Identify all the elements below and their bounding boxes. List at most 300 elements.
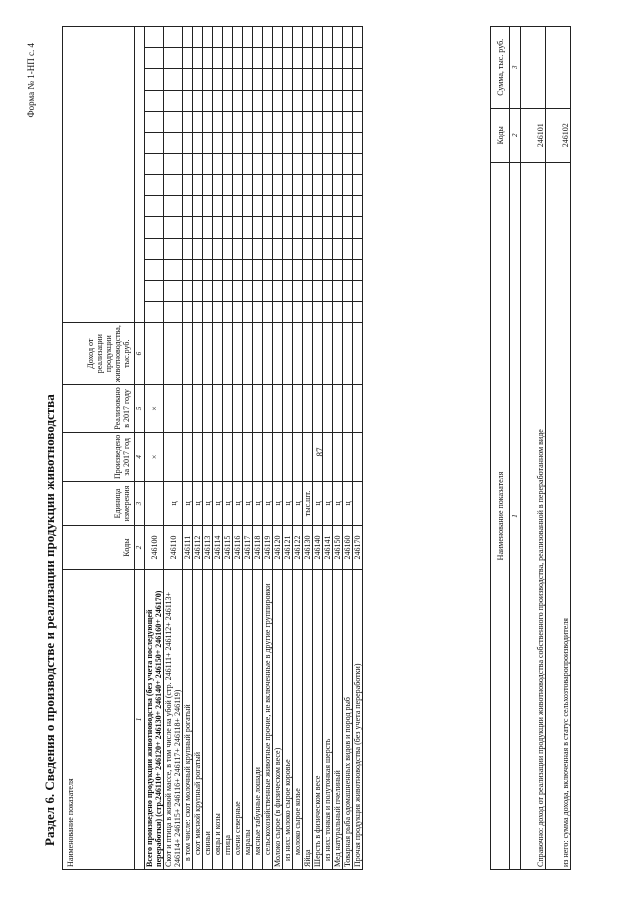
row-name: Яйца [303,569,313,869]
empty-cell [283,90,293,111]
empty-cell [313,132,323,153]
empty-cell [293,174,303,195]
row-produced [323,432,333,481]
ref-row-sum [521,26,546,108]
ref-header-sum: Сумма, тыс. руб. [491,26,510,108]
empty-cell [343,195,353,216]
empty-cell [353,301,363,322]
row-name: Мед натуральный пчелиный [333,569,343,869]
table-row [323,26,333,869]
row-name: маралы [243,569,253,869]
row-unit: ц [223,481,233,525]
empty-cell [213,111,223,132]
empty-cell [213,322,223,384]
empty-cell [343,132,353,153]
empty-cell [145,174,164,195]
row-code: 246140 [313,525,323,569]
empty-cell [333,259,343,280]
empty-cell [203,216,213,237]
table-row [293,26,303,869]
empty-cell [323,238,333,259]
ref-row-sum [546,26,571,108]
row-produced [213,432,223,481]
empty-cell [233,26,243,47]
header-unit: Единица измерения [63,481,135,525]
row-code: 246111 [183,525,193,569]
header-code: Коды [63,525,135,569]
table-row [203,26,213,869]
empty-cell [283,322,293,384]
empty-cell [343,68,353,89]
row-sold [203,384,213,432]
empty-cell [273,322,283,384]
empty-cell [203,90,213,111]
table-row [253,26,263,869]
row-produced [273,432,283,481]
row-produced [223,432,233,481]
empty-cell [263,280,273,301]
empty-cell [213,90,223,111]
empty-cell [263,153,273,174]
empty-cell [273,216,283,237]
empty-cell [183,111,193,132]
empty-cell [253,111,263,132]
empty-cell [183,174,193,195]
empty-cell [164,47,183,68]
empty-cell [303,153,313,174]
row-produced [243,432,253,481]
row-code: 246121 [283,525,293,569]
ref-row [546,26,571,869]
row-unit: ц [323,481,333,525]
empty-cell [303,26,313,47]
empty-cell [313,26,323,47]
empty-cell [353,111,363,132]
row-unit: ц [343,481,353,525]
empty-cell [145,47,164,68]
empty-cell [333,238,343,259]
header-produced: Произведено за 2017 год [63,432,135,481]
blank-cell [135,26,145,322]
row-sold [303,384,313,432]
empty-cell [283,280,293,301]
empty-cell [203,195,213,216]
empty-cell [313,280,323,301]
row-unit: ц [203,481,213,525]
empty-cell [293,259,303,280]
empty-cell [353,174,363,195]
header-name: Наименование показателя [63,569,135,869]
row-sold [293,384,303,432]
empty-cell [303,238,313,259]
empty-cell [253,301,263,322]
empty-cell [253,238,263,259]
empty-cell [233,322,243,384]
empty-cell [273,47,283,68]
empty-cell [293,301,303,322]
empty-cell [343,280,353,301]
empty-cell [203,238,213,259]
empty-cell [323,153,333,174]
empty-cell [313,301,323,322]
row-produced [183,432,193,481]
empty-cell [353,238,363,259]
empty-cell [164,238,183,259]
empty-cell [183,280,193,301]
empty-cell [273,174,283,195]
ref-row-code: 246101 [521,108,546,162]
empty-cell [303,216,313,237]
empty-cell [183,259,193,280]
row-unit: ц [243,481,253,525]
empty-cell [223,132,233,153]
empty-cell [183,90,193,111]
row-unit: ц [273,481,283,525]
column-number: 2 [135,525,145,569]
row-name: овцы и козы [213,569,223,869]
empty-cell [233,47,243,68]
empty-cell [293,90,303,111]
row-sold [343,384,353,432]
row-name: Всего произведено продукции животноводства (без учета последующей переработки) (стр.246110+ 246120+ 246130+ 246140+ 246150+ 246160+ 246170) [145,569,164,869]
empty-cell [343,47,353,68]
empty-cell [323,132,333,153]
empty-cell [145,322,164,384]
column-number: 3 [135,481,145,525]
empty-cell [193,259,203,280]
row-code: 246170 [353,525,363,569]
row-sold: × [145,384,164,432]
empty-cell [213,301,223,322]
empty-cell [263,132,273,153]
row-produced: × [145,432,164,481]
empty-cell [263,301,273,322]
empty-cell [164,216,183,237]
column-number-row [135,26,145,869]
empty-cell [243,26,253,47]
empty-cell [145,280,164,301]
row-sold [213,384,223,432]
empty-cell [183,195,193,216]
empty-cell [145,132,164,153]
empty-cell [313,322,323,384]
row-produced [353,432,363,481]
empty-cell [263,47,273,68]
row-unit: ц [193,481,203,525]
empty-cell [323,111,333,132]
empty-cell [183,47,193,68]
row-name: олени северные [233,569,243,869]
empty-cell [343,322,353,384]
empty-cell [353,90,363,111]
empty-cell [183,132,193,153]
empty-cell [243,111,253,132]
row-sold [164,384,183,432]
empty-cell [293,280,303,301]
table-row [303,26,313,869]
row-unit [145,481,164,525]
empty-cell [233,153,243,174]
empty-cell [333,153,343,174]
row-unit: ц [164,481,183,525]
empty-cell [183,238,193,259]
empty-cell [164,26,183,47]
empty-cell [283,259,293,280]
empty-cell [243,301,253,322]
row-code: 246118 [253,525,263,569]
empty-cell [333,47,343,68]
empty-cell [333,322,343,384]
empty-cell [243,280,253,301]
empty-cell [343,26,353,47]
empty-cell [233,259,243,280]
empty-cell [183,301,193,322]
empty-cell [273,301,283,322]
empty-cell [273,132,283,153]
empty-cell [223,26,233,47]
row-unit: ц [253,481,263,525]
empty-cell [164,153,183,174]
row-name: мясные табунные лошади [253,569,263,869]
empty-cell [213,280,223,301]
empty-cell [253,90,263,111]
table-row [243,26,253,869]
empty-cell [193,47,203,68]
empty-cell [145,26,164,47]
empty-cell [333,280,343,301]
empty-cell [243,153,253,174]
empty-cell [193,195,203,216]
empty-cell [293,216,303,237]
empty-cell [193,111,203,132]
empty-cell [283,216,293,237]
empty-cell [233,280,243,301]
empty-cell [273,90,283,111]
empty-cell [343,238,353,259]
empty-cell [223,174,233,195]
empty-cell [313,259,323,280]
ref-row-code: 246102 [546,108,571,162]
empty-cell [333,301,343,322]
section-title: Раздел 6. Сведения о производстве и реализации продукции животноводства [42,393,57,846]
empty-cell [253,216,263,237]
empty-cell [273,153,283,174]
empty-cell [273,111,283,132]
empty-cell [263,238,273,259]
empty-cell [223,111,233,132]
table-row [343,26,353,869]
row-code: 246110 [164,525,183,569]
empty-cell [193,280,203,301]
empty-cell [343,90,353,111]
header-sold: Реализовано в 2017 году [63,384,135,432]
empty-cell [293,68,303,89]
row-name: птица [223,569,233,869]
row-produced [193,432,203,481]
header-blank [63,26,135,322]
empty-cell [313,90,323,111]
empty-cell [193,26,203,47]
empty-cell [213,174,223,195]
empty-cell [145,195,164,216]
empty-cell [183,216,193,237]
row-code: 246141 [323,525,333,569]
empty-cell [203,132,213,153]
empty-cell [333,68,343,89]
empty-cell [323,280,333,301]
table-row [283,26,293,869]
empty-cell [353,26,363,47]
empty-cell [323,90,333,111]
row-name: скот мясной крупный рогатый [193,569,203,869]
empty-cell [323,26,333,47]
empty-cell [164,195,183,216]
row-sold [193,384,203,432]
column-number: 4 [135,432,145,481]
empty-cell [145,111,164,132]
empty-cell [183,26,193,47]
empty-cell [253,174,263,195]
row-produced [343,432,353,481]
row-produced [333,432,343,481]
empty-cell [253,26,263,47]
empty-cell [164,322,183,384]
empty-cell [353,132,363,153]
empty-cell [253,280,263,301]
row-sold [183,384,193,432]
row-sold [353,384,363,432]
empty-cell [303,47,313,68]
empty-cell [193,90,203,111]
row-sold [263,384,273,432]
table-row [233,26,243,869]
empty-cell [145,259,164,280]
row-code: 246150 [333,525,343,569]
empty-cell [253,132,263,153]
row-name: в том числе: скот молочный крупный рогатый [183,569,193,869]
empty-cell [323,47,333,68]
empty-cell [203,111,213,132]
empty-cell [193,301,203,322]
empty-cell [203,280,213,301]
empty-cell [164,111,183,132]
empty-cell [263,26,273,47]
empty-cell [203,174,213,195]
empty-cell [293,47,303,68]
empty-cell [164,259,183,280]
row-code: 246116 [233,525,243,569]
ref-column-number-row [510,26,521,869]
empty-cell [223,153,233,174]
empty-cell [343,153,353,174]
row-produced [283,432,293,481]
empty-cell [203,301,213,322]
empty-cell [243,322,253,384]
empty-cell [243,132,253,153]
empty-cell [283,153,293,174]
empty-cell [313,238,323,259]
empty-cell [273,195,283,216]
empty-cell [313,216,323,237]
empty-cell [263,111,273,132]
row-unit: ц [283,481,293,525]
empty-cell [243,174,253,195]
row-sold [253,384,263,432]
empty-cell [283,47,293,68]
empty-cell [243,68,253,89]
empty-cell [233,216,243,237]
row-code: 246100 [145,525,164,569]
empty-cell [223,68,233,89]
row-code: 246130 [303,525,313,569]
empty-cell [203,47,213,68]
empty-cell [193,216,203,237]
empty-cell [353,280,363,301]
empty-cell [243,47,253,68]
ref-row [521,26,546,869]
empty-cell [313,174,323,195]
row-produced [164,432,183,481]
empty-cell [263,68,273,89]
empty-cell [313,153,323,174]
empty-cell [233,174,243,195]
row-unit: ц [183,481,193,525]
empty-cell [164,90,183,111]
row-code: 246160 [343,525,353,569]
empty-cell [333,90,343,111]
empty-cell [145,216,164,237]
empty-cell [353,195,363,216]
empty-cell [164,280,183,301]
empty-cell [164,132,183,153]
table-row [263,26,273,869]
empty-cell [145,238,164,259]
empty-cell [233,301,243,322]
empty-cell [273,68,283,89]
empty-cell [333,195,343,216]
empty-cell [193,132,203,153]
empty-cell [293,238,303,259]
row-code: 246119 [263,525,273,569]
empty-cell [203,322,213,384]
empty-cell [243,216,253,237]
row-unit: тыс.шт. [303,481,313,525]
rotated-page [20,18,620,888]
empty-cell [253,195,263,216]
empty-cell [233,68,243,89]
empty-cell [213,238,223,259]
empty-cell [313,195,323,216]
empty-cell [213,47,223,68]
empty-cell [193,174,203,195]
empty-cell [243,238,253,259]
empty-cell [323,216,333,237]
column-number: 5 [135,384,145,432]
empty-cell [303,280,313,301]
row-name: Молоко сырое (в физическом весе) [273,569,283,869]
empty-cell [293,132,303,153]
row-name: молоко сырое козье [293,569,303,869]
table-row [193,26,203,869]
row-code: 246112 [193,525,203,569]
empty-cell [353,153,363,174]
empty-cell [145,68,164,89]
empty-cell [323,322,333,384]
empty-cell [313,68,323,89]
row-name: Скот и птица в живой массе, в том числе на убой (стр. 246111+ 246112+ 246113+ 246114+ 246115+ 246116+ 246117+ 246118+ 246119) [164,569,183,869]
row-sold [313,384,323,432]
empty-cell [253,322,263,384]
